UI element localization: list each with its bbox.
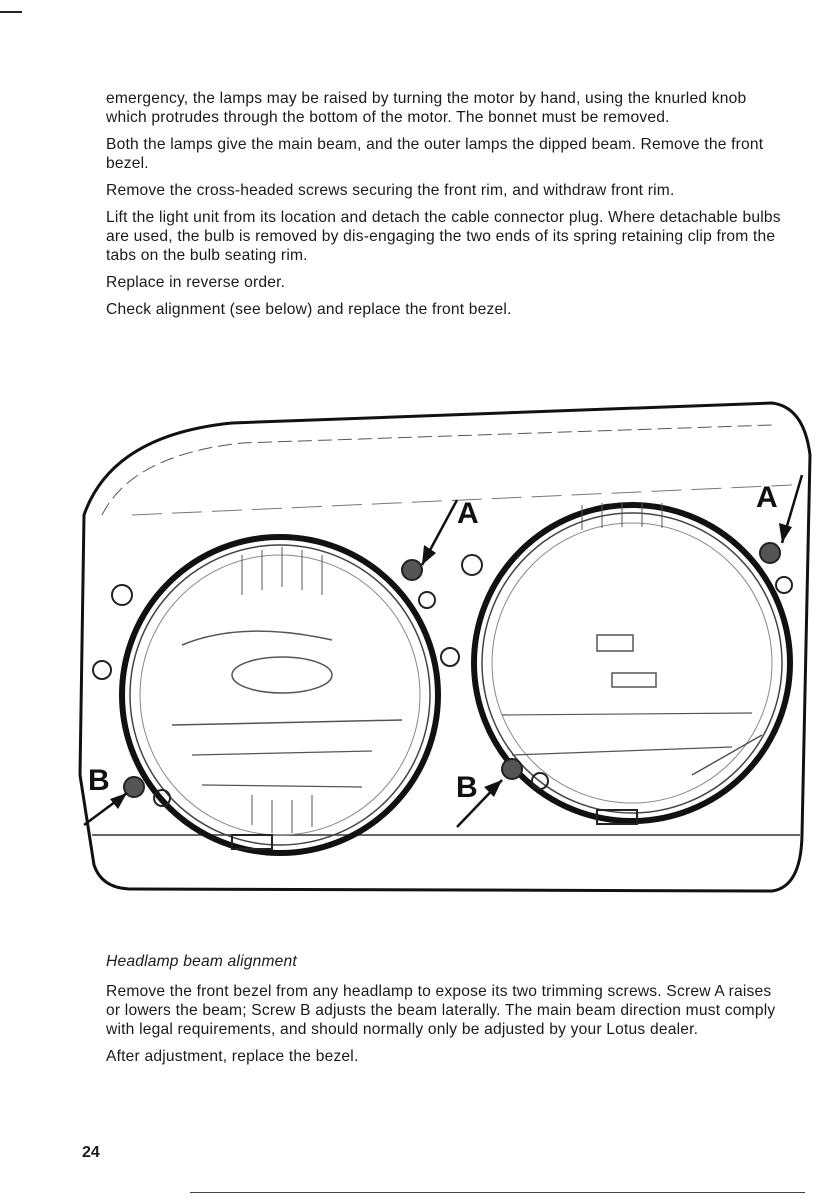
right-headlamp (441, 502, 792, 824)
instructions-top (106, 89, 786, 327)
screw-b-left-label: B (88, 764, 110, 797)
paragraph: Check alignment (see below) and replace the front bezel. (106, 301, 512, 318)
headlamp-illustration (72, 395, 814, 895)
paragraph: Remove the front bezel from any headlamp to expose its two trimming screws. Screw A raises or lowers the beam; Screw B adjusts the beam laterally. The main beam direction must comply with legal requirements, and should normally only be adjusted by your Lotus dealer. (106, 983, 776, 1038)
figure-caption: Headlamp beam alignment (106, 953, 297, 970)
paragraph: Lift the light unit from its location and detach the cable connector plug. Where detachable bulbs are used, the bulb is removed by dis-engaging the two ends of its spring retaining clip from the tabs on the bulb seating rim. (106, 209, 781, 264)
page-number: 24 (82, 1144, 100, 1161)
paragraph: After adjustment, replace the bezel. (106, 1048, 359, 1065)
paragraph: Replace in reverse order. (106, 274, 286, 291)
paragraph: Both the lamps give the main beam, and the outer lamps the dipped beam. Remove the front bezel. (106, 136, 764, 172)
paragraph: Remove the cross-headed screws securing the front rim, and withdraw front rim. (106, 182, 675, 199)
corner-mark (0, 11, 22, 13)
bezel-housing (80, 403, 810, 891)
bottom-rule (190, 1192, 805, 1193)
screw-a-left-label: A (457, 497, 479, 530)
instructions-bottom (106, 982, 786, 1074)
screw-b-left-marker (84, 764, 127, 825)
screw-b-right-marker (456, 771, 502, 827)
screw-a-right-label: A (756, 481, 778, 514)
paragraph: emergency, the lamps may be raised by turning the motor by hand, using the knurled knob which protrudes through the bottom of the motor. The bonnet must be removed. (106, 90, 747, 126)
screw-b-right-label: B (456, 771, 478, 804)
left-headlamp (93, 537, 438, 853)
